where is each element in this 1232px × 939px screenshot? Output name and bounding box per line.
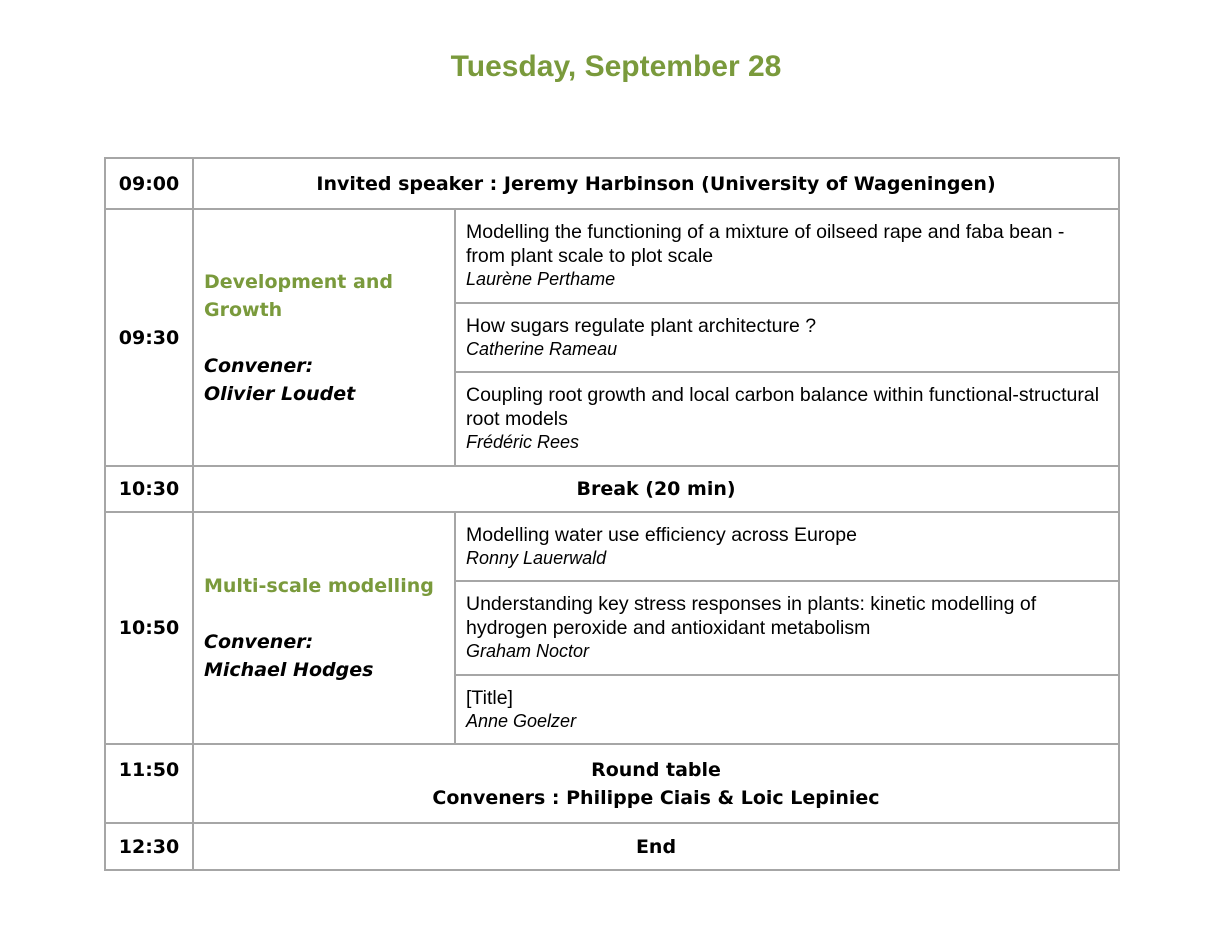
roundtable-title: Round table <box>591 758 721 781</box>
talk-speaker: Graham Noctor <box>466 641 590 661</box>
table-row-invited <box>105 158 1119 209</box>
talk-cell <box>455 512 1119 581</box>
table-row-end <box>105 823 1119 870</box>
talk-speaker: Anne Goelzer <box>466 711 577 731</box>
session-cell <box>193 209 455 466</box>
end-cell: End <box>193 823 1119 870</box>
talk-cell <box>455 303 1119 372</box>
roundtable-cell <box>193 744 1119 823</box>
time-cell: 11:50 <box>105 744 193 823</box>
talk-title: [Title] <box>466 687 513 709</box>
convener-label: Convener: <box>204 631 314 653</box>
table-row-roundtable <box>105 744 1119 823</box>
talk-title: Understanding key stress responses in plants: kinetic modelling of hydrogen peroxide and antioxidant metabolism <box>466 593 1037 639</box>
page-title: Tuesday, September 28 <box>450 50 782 83</box>
session-title: Multi-scale modelling <box>204 575 434 597</box>
talk-cell <box>455 675 1119 744</box>
talk-title: Modelling the functioning of a mixture of oilseed rape and faba bean - from plant scale to plot scale <box>466 221 1065 267</box>
talk-speaker: Ronny Lauerwald <box>466 548 607 568</box>
talk-speaker: Catherine Rameau <box>466 339 618 359</box>
convener-label: Convener: <box>204 354 314 377</box>
table-row-break <box>105 466 1119 512</box>
session-cell <box>193 512 455 744</box>
time-cell: 09:30 <box>105 209 193 466</box>
talk-cell <box>455 209 1119 303</box>
table-row-talk <box>105 209 1119 303</box>
talk-title: Modelling water use efficiency across Europe <box>466 524 857 546</box>
talk-cell <box>455 581 1119 675</box>
break-cell: Break (20 min) <box>193 466 1119 512</box>
invited-speaker-cell: Invited speaker : Jeremy Harbinson (University of Wageningen) <box>193 158 1119 209</box>
time-cell: 10:30 <box>105 466 193 512</box>
talk-speaker: Laurène Perthame <box>466 269 616 289</box>
talk-title: Coupling root growth and local carbon balance within functional-structural root models <box>466 384 1100 430</box>
talk-title: How sugars regulate plant architecture ? <box>466 315 817 337</box>
time-cell: 12:30 <box>105 823 193 870</box>
time-cell: 10:50 <box>105 512 193 744</box>
convener-name: Olivier Loudet <box>204 382 356 405</box>
talk-speaker: Frédéric Rees <box>466 432 580 452</box>
talk-cell <box>455 372 1119 466</box>
roundtable-conveners: Conveners : Philippe Ciais & Loic Lepiniec <box>432 786 880 809</box>
time-cell: 09:00 <box>105 158 193 209</box>
session-title: Development and Growth <box>204 270 393 321</box>
schedule-table <box>104 157 1120 871</box>
convener-name: Michael Hodges <box>204 659 374 681</box>
table-row-talk <box>105 512 1119 581</box>
